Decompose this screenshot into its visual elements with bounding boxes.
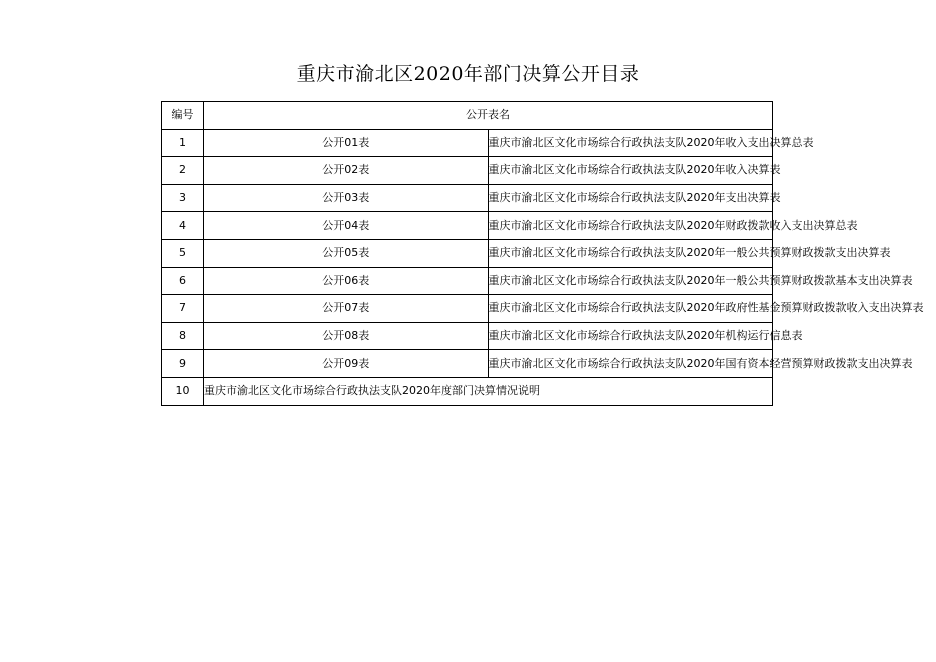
table-row — [162, 212, 773, 240]
table-header-row — [162, 102, 773, 130]
row-code: 公开06表 — [204, 267, 489, 295]
row-name: 重庆市渝北区文化市场综合行政执法支队2020年一般公共预算财政拨款基本支出决算表 — [488, 267, 773, 295]
row-code: 公开07表 — [204, 295, 489, 323]
row-number: 9 — [162, 350, 204, 378]
row-code: 公开03表 — [204, 184, 489, 212]
row-number: 1 — [162, 129, 204, 157]
row-name: 重庆市渝北区文化市场综合行政执法支队2020年国有资本经营预算财政拨款支出决算表 — [488, 350, 773, 378]
table-row — [162, 350, 773, 378]
catalog-table — [161, 101, 924, 406]
page-title: 重庆市渝北区2020年部门决算公开目录 — [296, 63, 640, 85]
table-row-summary — [162, 377, 773, 405]
header-number: 编号 — [162, 102, 204, 130]
row-name: 重庆市渝北区文化市场综合行政执法支队2020年收入支出决算总表 — [488, 129, 773, 157]
table-row — [162, 239, 773, 267]
row-name: 重庆市渝北区文化市场综合行政执法支队2020年财政拨款收入支出决算总表 — [488, 212, 773, 240]
row-number: 7 — [162, 295, 204, 323]
row-number: 6 — [162, 267, 204, 295]
row-number: 5 — [162, 239, 204, 267]
table-row — [162, 129, 773, 157]
row-code: 公开05表 — [204, 239, 489, 267]
row-number: 8 — [162, 322, 204, 350]
row-name: 重庆市渝北区文化市场综合行政执法支队2020年机构运行信息表 — [488, 322, 773, 350]
table-row — [162, 267, 773, 295]
row-name: 重庆市渝北区文化市场综合行政执法支队2020年度部门决算情况说明 — [204, 377, 773, 405]
row-name: 重庆市渝北区文化市场综合行政执法支队2020年政府性基金预算财政拨款收入支出决算表 — [488, 295, 773, 323]
row-number: 10 — [162, 377, 204, 405]
row-code: 公开01表 — [204, 129, 489, 157]
row-number: 3 — [162, 184, 204, 212]
table-row — [162, 157, 773, 185]
header-name: 公开表名 — [204, 102, 773, 130]
row-number: 4 — [162, 212, 204, 240]
row-name: 重庆市渝北区文化市场综合行政执法支队2020年收入决算表 — [488, 157, 773, 185]
table-row — [162, 184, 773, 212]
table-row — [162, 295, 773, 323]
row-code: 公开09表 — [204, 350, 489, 378]
row-code: 公开08表 — [204, 322, 489, 350]
row-number: 2 — [162, 157, 204, 185]
row-code: 公开04表 — [204, 212, 489, 240]
row-name: 重庆市渝北区文化市场综合行政执法支队2020年一般公共预算财政拨款支出决算表 — [488, 239, 773, 267]
row-name: 重庆市渝北区文化市场综合行政执法支队2020年支出决算表 — [488, 184, 773, 212]
row-code: 公开02表 — [204, 157, 489, 185]
table-row — [162, 322, 773, 350]
